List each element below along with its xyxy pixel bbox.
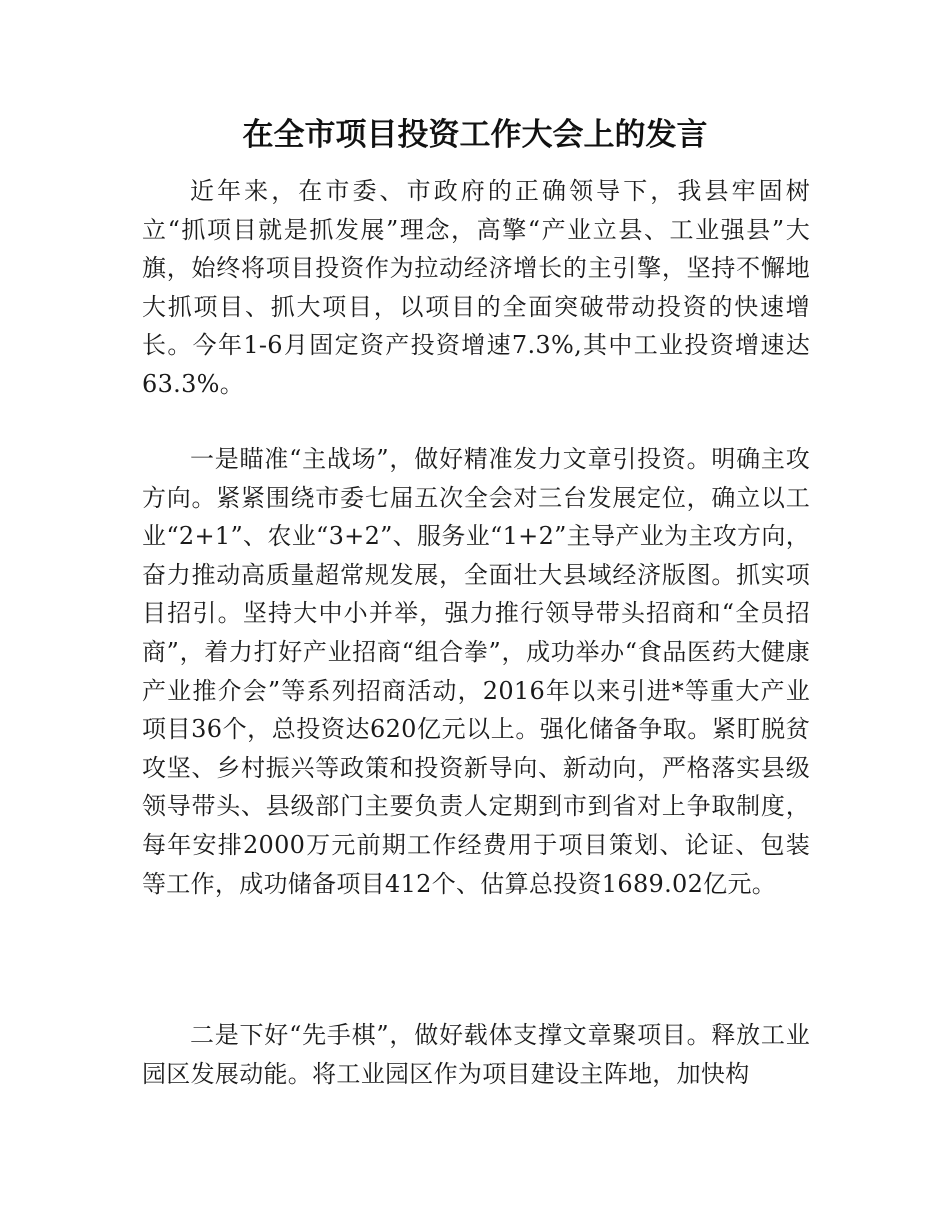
paragraph-carrier: 二是下好“先手棋”，做好载体支撑文章聚项目。释放工业园区发展动能。将工业园区作为项目建设主阵地，加快构	[142, 1021, 810, 1088]
paragraph-intro: 近年来，在市委、市政府的正确领导下，我县牢固树立“抓项目就是抓发展”理念，高擎“产业立县、工业强县”大旗，始终将项目投资作为拉动经济增长的主引擎，坚持不懈地大抓项目、抓大项目，以项目的全面突破带动投资的快速增长。今年1-6月固定资产投资增速7.3%,其中工业投资增速达63.3%。	[142, 177, 810, 398]
paragraph-investment: 一是瞄准“主战场”，做好精准发力文章引投资。明确主攻方向。紧紧围绕市委七届五次全会对三台发展定位，确立以工业“2+1”、农业“3+2”、服务业“1+2”主导产业为主攻方向，奋力推动高质量超常规发展，全面壮大县域经济版图。抓实项目招引。坚持大中小并举，强力推行领导带头招商和“全员招商”，着力打好产业招商“组合拳”，成功举办“食品医药大健康产业推介会”等系列招商活动，2016年以来引进*等重大产业项目36个，总投资达620亿元以上。强化储备争取。紧盯脱贫攻坚、乡村振兴等政策和投资新导向、新动向，严格落实县级领导带头、县级部门主要负责人定期到市到省对上争取制度，每年安排2000万元前期工作经费用于项目策划、论证、包装等工作，成功储备项目412个、估算总投资1689.02亿元。	[142, 445, 810, 898]
document-title: 在全市项目投资工作大会上的发言	[242, 117, 708, 153]
